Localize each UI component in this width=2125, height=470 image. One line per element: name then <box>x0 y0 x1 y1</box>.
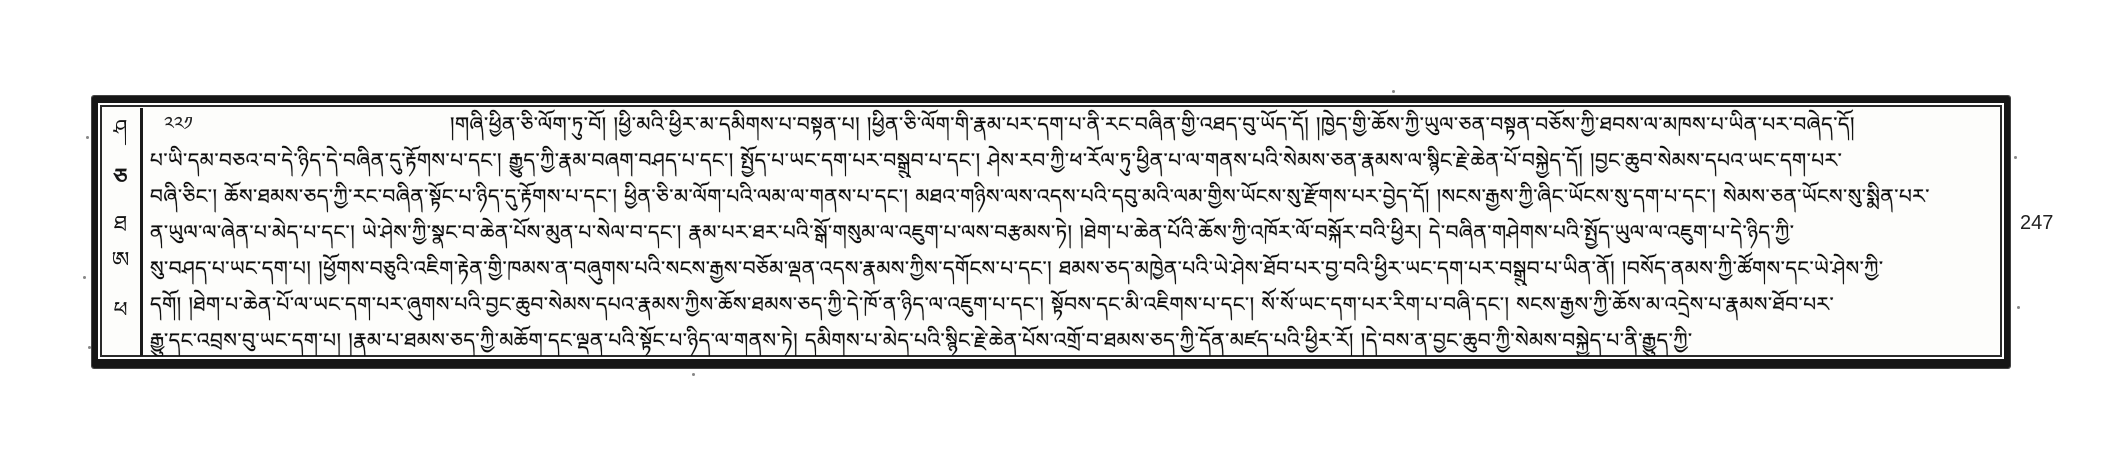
text-line-content: རྒྱུ་དང་འབྲས་བུ་ཡང་དག་པ། །རྣམ་པ་ཐམས་ཅད་ཀྱི་མཆོག་དང་ལྡན་པའི་སྟོང་པ་ཉིད་ལ་གནས་ཏེ། དམིགས་པ་མེད་པའི་སྙིང་རྗེ་ཆེན་པོས་འགྲོ་བ་ཐམས་ཅད་ཀྱི་དོན་མཛད་པའི་ཕྱིར་རོ། །དེ་བས་ན་བྱང་ཆུབ་ཀྱི་སེམས་བསྐྱེད་པ་ནི་རྒྱུད་ཀྱི་ <box>150 328 1693 352</box>
margin-label: ཅ <box>113 164 129 190</box>
text-line <box>150 106 1996 142</box>
text-line <box>150 178 1996 214</box>
text-line-content: །གཞི་ཕྱིན་ཅི་ལོག་ཏུ་བོ། །ཕྱི་མའི་ཕྱིར་མ་དམིགས་པ་བསྟན་པ། །ཕྱིན་ཅི་ལོག་གི་རྣམ་པར་དག་པ་ནི་རང་བཞིན་གྱི་འཐད་བུ་ཡོད་དོ། །ཁྱེད་གྱི་ཆོས་ཀྱི་ཡུལ་ཅན་བསྟན་བཅོས་ཀྱི་ཐབས་ལ་མཁས་པ་ཡིན་པར་བཞེད་དོ། <box>450 112 1855 136</box>
page-number: 247 <box>2020 212 2054 234</box>
text-line-content: བཞི་ཅིང་། ཆོས་ཐམས་ཅད་ཀྱི་རང་བཞིན་སྟོང་པ་ཉིད་དུ་རྟོགས་པ་དང་། ཕྱིན་ཅི་མ་ལོག་པའི་ལམ་ལ་གནས་པ་དང་། མཐའ་གཉིས་ལས་འདས་པའི་དབུ་མའི་ལམ་གྱིས་ཡོངས་སུ་རྫོགས་པར་བྱེད་དོ། །སངས་རྒྱས་ཀྱི་ཞིང་ཡོངས་སུ་དག་པ་དང་། སེམས་ཅན་ཡོངས་སུ་སྨིན་པར་ <box>150 184 1930 208</box>
scan-speckle <box>1392 90 1395 93</box>
scan-speckle <box>2017 306 2020 309</box>
margin-label: ཐ <box>113 212 129 237</box>
text-line <box>150 322 1996 356</box>
scan-speckle <box>2014 156 2017 159</box>
margin-label: ཕ <box>113 298 129 323</box>
text-line <box>150 250 1996 286</box>
text-line-content: དགོ། །ཐེག་པ་ཆེན་པོ་ལ་ཡང་དག་པར་ཞུགས་པའི་བྱང་ཆུབ་སེམས་དཔའ་རྣམས་ཀྱིས་ཆོས་ཐམས་ཅད་ཀྱི་དེ་ཁོ་ན་ཉིད་ལ་འཇུག་པ་དང་། སྟོབས་དང་མི་འཇིགས་པ་དང་། སོ་སོ་ཡང་དག་པར་རིག་པ་བཞི་དང་། སངས་རྒྱས་ཀྱི་ཆོས་མ་འདྲེས་པ་རྣམས་ཐོབ་པར་ <box>150 292 1835 316</box>
margin-label: ཨ <box>111 248 131 273</box>
text-line <box>150 142 1996 178</box>
text-line <box>150 214 1996 250</box>
text-line-content: པ་ཡི་དམ་བཅའ་བ་དེ་ཉིད་དེ་བཞིན་དུ་རྟོགས་པ་དང་། རྒྱུད་ཀྱི་རྣམ་བཞག་བཤད་པ་དང་། སྤྱོད་པ་ཡང་དག་པར་བསྒྲུབ་པ་དང་། ཤེས་རབ་ཀྱི་ཕ་རོལ་ཏུ་ཕྱིན་པ་ལ་གནས་པའི་སེམས་ཅན་རྣམས་ལ་སྙིང་རྗེ་ཆེན་པོ་བསྐྱེད་དོ། །བྱང་ཆུབ་སེམས་དཔའ་ཡང་དག་པར་ <box>150 148 1843 172</box>
text-line <box>150 286 1996 322</box>
margin-label: ཤ <box>113 116 129 141</box>
folio-number: ༢༢༡ <box>164 113 193 135</box>
margin-column <box>102 108 143 356</box>
manuscript-folio <box>92 96 2010 368</box>
folio-text-area <box>150 106 1996 356</box>
scan-speckle <box>88 346 91 349</box>
scan-speckle <box>86 136 89 139</box>
scan-speckle <box>692 373 695 376</box>
scan-speckle <box>83 276 86 279</box>
text-line-content: ན་ཡུལ་ལ་ཞེན་པ་མེད་པ་དང་། ཡེ་ཤེས་ཀྱི་སྣང་བ་ཆེན་པོས་མུན་པ་སེལ་བ་དང་། རྣམ་པར་ཐར་པའི་སྒོ་གསུམ་ལ་འཇུག་པ་ལས་བརྩམས་ཏེ། །ཐེག་པ་ཆེན་པོའི་ཆོས་ཀྱི་འཁོར་ལོ་བསྐོར་བའི་ཕྱིར། དེ་བཞིན་གཤེགས་པའི་སྤྱོད་ཡུལ་ལ་འཇུག་པ་དེ་ཉིད་ཀྱི་ <box>150 220 1795 244</box>
text-line-content: སུ་བཤད་པ་ཡང་དག་པ། །ཕྱོགས་བཅུའི་འཇིག་རྟེན་གྱི་ཁམས་ན་བཞུགས་པའི་སངས་རྒྱས་བཅོམ་ལྡན་འདས་རྣམས་ཀྱིས་དགོངས་པ་དང་། ཐམས་ཅད་མཁྱེན་པའི་ཡེ་ཤེས་ཐོབ་པར་བྱ་བའི་ཕྱིར་ཡང་དག་པར་བསྒྲུབ་པ་ཡིན་ནོ། །བསོད་ནམས་ཀྱི་ཚོགས་དང་ཡེ་ཤེས་ཀྱི་ <box>150 256 1884 280</box>
